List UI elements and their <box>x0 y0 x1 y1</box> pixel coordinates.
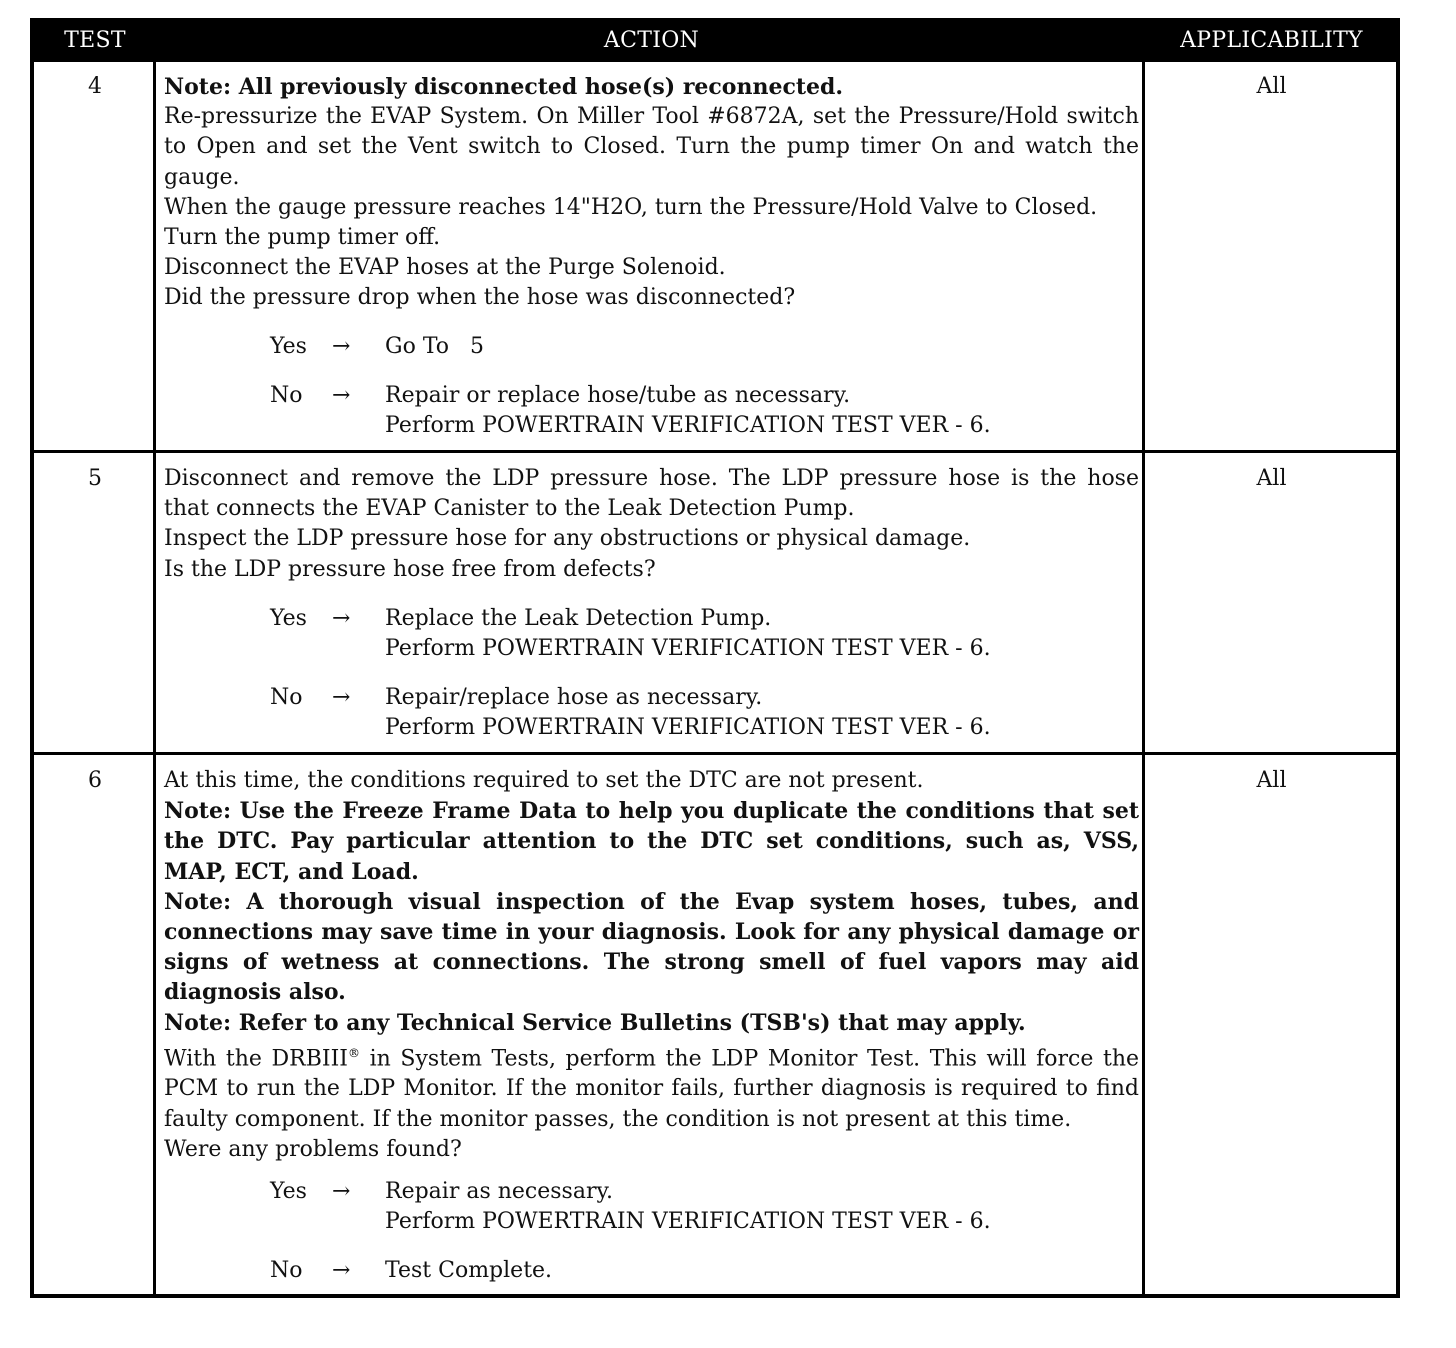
note-text: Note: Use the Freeze Frame Data to help you duplicate the conditions that set the DTC. Pay particular attention to the DTC set conditions, such as, VSS, MAP, ECT, and Load. <box>164 798 1139 885</box>
test-number: 4 <box>88 74 102 99</box>
no-result: Repair/replace hose as necessary. <box>385 685 763 710</box>
arrow-icon: → <box>332 383 351 408</box>
note-text: Note: All previously disconnected hose(s) reconnected. <box>164 74 844 100</box>
test-number: 5 <box>88 466 102 491</box>
action-line-start: With the DRBIII <box>164 1046 348 1072</box>
row-divider <box>34 450 1396 453</box>
arrow-icon: → <box>332 1258 351 1283</box>
header-action: ACTION <box>603 28 700 53</box>
no-label: No <box>270 383 303 408</box>
action-line: Did the pressure drop when the hose was disconnected? <box>164 285 796 311</box>
action-line: Turn the pump timer off. <box>164 225 441 251</box>
action-line: When the gauge pressure reaches 14"H2O, turn the Pressure/Hold Valve to Closed. <box>164 194 1098 220</box>
action-line: Disconnect and remove the LDP pressure hose. The LDP pressure hose is the hose that connects the EVAP Canister to the Leak Detection Pump. <box>164 466 1139 522</box>
yes-label: Yes <box>270 1179 307 1204</box>
arrow-icon: → <box>332 334 351 359</box>
header-applicability: APPLICABILITY <box>1180 28 1363 53</box>
no-label: No <box>270 1258 303 1283</box>
yes-result-line-2: Perform POWERTRAIN VERIFICATION TEST VER - 6. <box>385 1209 991 1234</box>
action-line: Re-pressurize the EVAP System. On Miller Tool #6872A, set the Pressure/Hold switch to Open and set the Vent switch to Closed. Turn the pump timer On and watch the gauge. <box>164 104 1139 190</box>
column-divider <box>1142 62 1145 1294</box>
action-line: Inspect the LDP pressure hose for any obstructions or physical damage. <box>164 526 971 552</box>
yes-outcome <box>270 1177 1130 1237</box>
registered-mark: ® <box>347 1045 360 1060</box>
applicability-value: All <box>1256 466 1287 491</box>
arrow-icon: → <box>332 1179 351 1204</box>
no-outcome <box>270 1256 1130 1286</box>
note-text: Note: A thorough visual inspection of the Evap system hoses, tubes, and connections may save time in your diagnosis. Look for any physical damage or signs of wetness at connections. The strong smell of fuel vapors may aid diagnosis also. <box>164 888 1139 1006</box>
action-line: Is the LDP pressure hose free from defects? <box>164 556 656 582</box>
test-number: 6 <box>88 768 102 793</box>
action-text <box>164 72 1139 314</box>
applicability-value: All <box>1256 768 1287 793</box>
no-outcome <box>270 683 1130 743</box>
no-result-line-2: Perform POWERTRAIN VERIFICATION TEST VER - 6. <box>385 715 991 740</box>
diagnostic-table <box>30 18 1400 1298</box>
row-divider <box>34 752 1396 755</box>
action-line: Disconnect the EVAP hoses at the Purge Solenoid. <box>164 255 726 281</box>
applicability-value: All <box>1256 74 1287 99</box>
yes-outcome <box>270 604 1130 664</box>
action-text <box>164 464 1139 585</box>
note-text: Note: Refer to any Technical Service Bulletins (TSB's) that may apply. <box>164 1009 1026 1036</box>
yes-result-line-2: Perform POWERTRAIN VERIFICATION TEST VER - 6. <box>385 636 991 661</box>
no-result: Repair or replace hose/tube as necessary. <box>385 383 851 408</box>
action-line: Were any problems found? <box>164 1136 462 1162</box>
yes-result: Go To 5 <box>385 334 484 359</box>
no-label: No <box>270 685 303 710</box>
arrow-icon: → <box>332 685 351 710</box>
yes-label: Yes <box>270 334 307 359</box>
action-text <box>164 766 1139 1165</box>
yes-result: Replace the Leak Detection Pump. <box>385 606 772 631</box>
yes-result: Repair as necessary. <box>385 1179 613 1204</box>
yes-label: Yes <box>270 606 307 631</box>
action-line-rest: in System Tests, perform the LDP Monitor Test. This will force the PCM to run the LDP Monitor. If the monitor fails, further diagnosis is required to find faulty component. If the monitor passes, the condition is not present at this time. <box>164 1046 1140 1132</box>
yes-outcome <box>270 332 1130 362</box>
table-header <box>34 22 1396 62</box>
header-test: TEST <box>64 28 126 53</box>
arrow-icon: → <box>332 606 351 631</box>
no-outcome <box>270 381 1130 441</box>
column-divider <box>153 62 156 1294</box>
action-line: At this time, the conditions required to set the DTC are not present. <box>164 768 924 793</box>
no-result: Test Complete. <box>385 1258 553 1283</box>
action-line <box>164 1038 1139 1135</box>
no-result-line-2: Perform POWERTRAIN VERIFICATION TEST VER - 6. <box>385 413 991 438</box>
